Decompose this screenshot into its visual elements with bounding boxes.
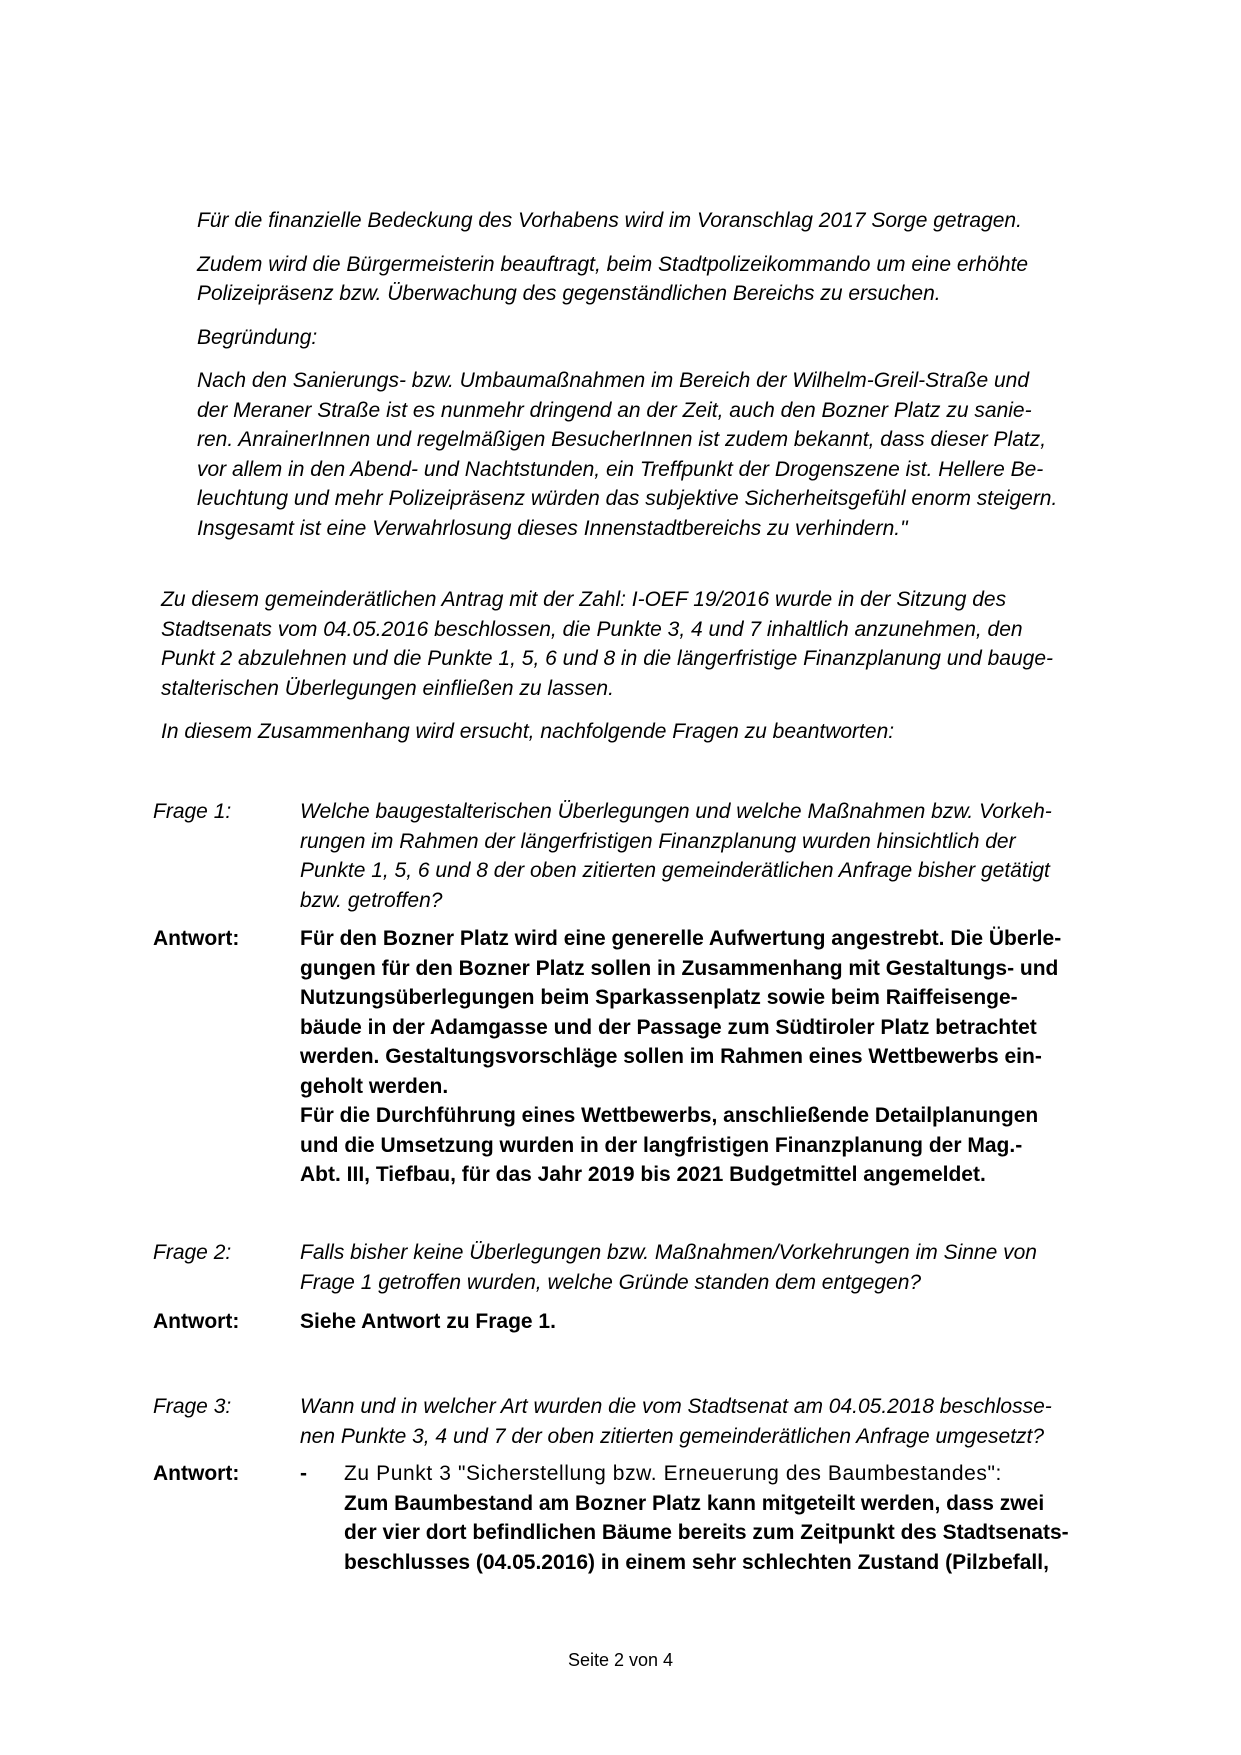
quote-line: Polizeipräsenz bzw. Überwachung des gegenständlichen Bereichs zu ersuchen.	[197, 282, 941, 305]
bullet-dash: -	[300, 1462, 307, 1485]
quote-line: ren. AnrainerInnen und regelmäßigen BesucherInnen ist zudem bekannt, dass dieser Platz,	[197, 428, 1047, 451]
quote-line: Insgesamt ist eine Verwahrlosung dieses Innenstadtbereichs zu verhindern."	[197, 516, 908, 540]
quote-line: der Meraner Straße ist es nunmehr dringend an der Zeit, auch den Bozner Platz zu sanie-	[197, 398, 1032, 422]
question-line: Frage 1 getroffen wurden, welche Gründe standen dem entgegen?	[300, 1270, 922, 1294]
answer-line: und die Umsetzung wurden in der langfristigen Finanzplanung der Mag.-	[300, 1133, 1023, 1157]
answer-line: Zum Baumbestand am Bozner Platz kann mitgeteilt werden, dass zwei	[344, 1491, 1045, 1515]
answer-line: beschlusses (04.05.2016) in einem sehr schlechten Zustand (Pilzbefall,	[344, 1550, 1049, 1574]
intro-line: Punkt 2 abzulehnen und die Punkte 1, 5, 6 und 8 in die längerfristige Finanzplanung und bauge-	[161, 647, 1053, 670]
intro-line: In diesem Zusammenhang wird ersucht, nachfolgende Fragen zu beantworten:	[161, 720, 895, 743]
question-line: Falls bisher keine Überlegungen bzw. Maßnahmen/Vorkehrungen im Sinne von	[300, 1241, 1037, 1264]
answer-line: geholt werden.	[300, 1074, 449, 1098]
question-line: Wann und in welcher Art wurden die vom Stadtsenat am 04.05.2018 beschlosse-	[300, 1395, 1052, 1418]
question-line: Welche baugestalterischen Überlegungen und welche Maßnahmen bzw. Vorkeh-	[300, 800, 1052, 823]
intro-line: stalterischen Überlegungen einfließen zu lassen.	[161, 676, 614, 700]
answer-line: werden. Gestaltungsvorschläge sollen im Rahmen eines Wettbewerbs ein-	[300, 1045, 1042, 1068]
question-1-label: Frage 1:	[153, 800, 232, 823]
answer-line: bäude in der Adamgasse und der Passage zum Südtiroler Platz betrachtet	[300, 1015, 1037, 1039]
question-1-text	[300, 797, 1150, 915]
answer-2-label: Antwort:	[153, 1310, 240, 1333]
question-3-text	[300, 1392, 1150, 1451]
question-line: Punkte 1, 5, 6 und 8 der oben zitierten gemeinderätlichen Anfrage bisher getätigt	[300, 859, 1050, 882]
quote-block	[197, 206, 1157, 543]
quote-line: Zudem wird die Bürgermeisterin beauftragt, beim Stadtpolizeikommando um eine erhöhte	[197, 252, 1029, 276]
answer-2-text: Siehe Antwort zu Frage 1.	[300, 1310, 556, 1333]
quote-paragraph: Für die finanzielle Bedeckung des Vorhabens wird im Voranschlag 2017 Sorge getragen.	[197, 209, 1022, 232]
answer-line: gungen für den Bozner Platz sollen in Zusammenhang mit Gestaltungs- und	[300, 956, 1059, 980]
answer-line: Für die Durchführung eines Wettbewerbs, anschließende Detailplanungen	[300, 1104, 1039, 1127]
answer-1-text	[300, 924, 1150, 1190]
question-3-label: Frage 3:	[153, 1395, 232, 1418]
answer-3-text	[344, 1459, 1154, 1577]
page-number: Seite 2 von 4	[567, 1650, 674, 1670]
answer-line: der vier dort befindlichen Bäume bereits zum Zeitpunkt des Stadtsenats-	[344, 1521, 1069, 1544]
question-line: nen Punkte 3, 4 und 7 der oben zitierten gemeinderätlichen Anfrage umgesetzt?	[300, 1424, 1045, 1448]
question-2-text	[300, 1238, 1150, 1297]
quote-line: leuchtung und mehr Polizeipräsenz würden das subjektive Sicherheitsgefühl enorm steigern.	[197, 487, 1058, 510]
question-line: bzw. getroffen?	[300, 888, 443, 912]
answer-line: Nutzungsüberlegungen beim Sparkassenplatz sowie beim Raiffeisenge-	[300, 986, 1018, 1009]
question-2-label: Frage 2:	[153, 1241, 232, 1264]
intro-line: Stadtsenats vom 04.05.2016 beschlossen, die Punkte 3, 4 und 7 inhaltlich anzunehmen, den	[161, 617, 1023, 641]
answer-1-label: Antwort:	[153, 927, 240, 950]
intro-block	[161, 585, 1161, 747]
quote-line: vor allem in den Abend- und Nachtstunden, ein Treffpunkt der Drogenszene ist. Hellere Be-	[197, 457, 1044, 481]
answer-line: Abt. III, Tiefbau, für das Jahr 2019 bis 2021 Budgetmittel angemeldet.	[300, 1163, 986, 1186]
answer-line: Für den Bozner Platz wird eine generelle Aufwertung angestrebt. Die Überle-	[300, 927, 1062, 950]
intro-line: Zu diesem gemeinderätlichen Antrag mit der Zahl: I-OEF 19/2016 wurde in der Sitzung des	[161, 588, 1007, 611]
question-line: rungen im Rahmen der längerfristigen Finanzplanung wurden hinsichtlich der	[300, 829, 1016, 853]
quote-heading: Begründung:	[197, 325, 318, 349]
quote-line: Nach den Sanierungs- bzw. Umbaumaßnahmen im Bereich der Wilhelm-Greil-Straße und	[197, 369, 1029, 392]
bullet-title: Zu Punkt 3 "Sicherstellung bzw. Erneuerung des Baumbestandes":	[344, 1462, 1002, 1485]
answer-3-label: Antwort:	[153, 1462, 240, 1485]
